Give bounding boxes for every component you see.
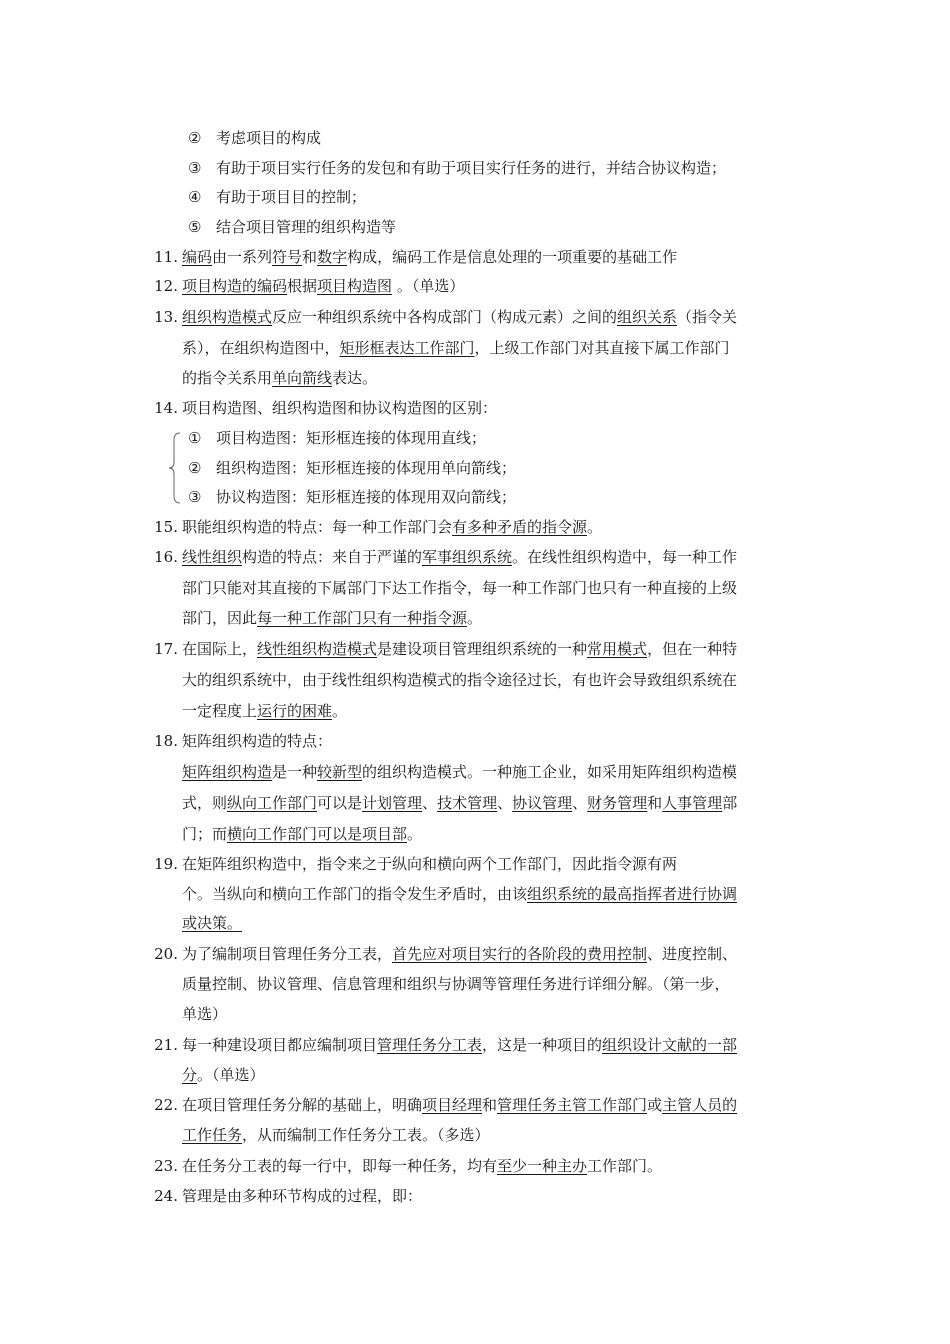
- item-text: 单选）: [182, 1005, 228, 1023]
- underlined-term: 计划管理: [362, 794, 423, 812]
- item-text: 式，则纵向工作部门可以是计划管理、技术管理、协议管理、财务管理和人事管理部: [182, 794, 738, 812]
- underlined-term: 线性组织: [182, 548, 243, 566]
- item-text: 在项目管理任务分解的基础上，明确项目经理和管理任务主管工作部门或主管人员的: [182, 1096, 738, 1114]
- sub-item-text: 有助于项目目的控制；: [216, 188, 367, 206]
- underlined-term: 项目经理: [422, 1096, 483, 1114]
- sub-item-marker: ③: [188, 488, 202, 506]
- item-text: 为了编制项目管理任务分工表，首先应对项目实行的各阶段的费用控制、进度控制、: [182, 945, 738, 963]
- item-text: 工作任务，从而编制工作任务分工表。（多选）: [182, 1126, 490, 1144]
- underlined-term: 较新型: [317, 763, 363, 781]
- underlined-term: 组织关系: [617, 308, 678, 326]
- underlined-term: 技术管理: [437, 794, 498, 812]
- sub-item-text: 组织构造图：矩形框连接的体现用单向箭线；: [216, 459, 517, 477]
- underlined-term: 组织构造模式: [182, 308, 273, 326]
- item-text: 一定程度上运行的困难。: [182, 702, 348, 720]
- item-text: 个。当纵向和横向工作部门的指令发生矛盾时，由该组织系统的最高指挥者进行协调: [182, 885, 738, 903]
- underlined-term: 至少一种主办: [497, 1157, 588, 1175]
- item-number: 12.: [154, 277, 178, 295]
- sub-item-text: 结合项目管理的组织构造等: [216, 218, 397, 236]
- underlined-term: 矩形框表达工作部门: [339, 339, 475, 357]
- item-number: 15.: [154, 518, 178, 536]
- sub-item-marker: ②: [188, 129, 202, 147]
- underlined-term: 组织设计文献的一部: [602, 1036, 738, 1054]
- item-text: 职能组织构造的特点：每一种工作部门会有多种矛盾的指令源。: [182, 518, 603, 536]
- item-text: 大的组织系统中，由于线性组织构造模式的指令途径过长，有也许会导致组织系统在: [182, 671, 738, 689]
- underlined-term: 军事组织系统: [422, 548, 513, 566]
- item-text: 每一种建设项目都应编制项目管理任务分工表，这是一种项目的组织设计文献的一部: [182, 1036, 738, 1054]
- item-text: 的指令关系用单向箭线表达。: [182, 369, 378, 387]
- sub-item-marker: ④: [188, 188, 202, 206]
- item-number: 21.: [154, 1036, 178, 1054]
- item-text: 组织构造模式反应一种组织系统中各构成部门（构成元素）之间的组织关系（指令关: [182, 308, 738, 326]
- underlined-term: 组织系统的最高指挥者进行协调: [527, 885, 738, 903]
- sub-item-marker: ②: [188, 459, 202, 477]
- brace-icon: [168, 432, 182, 504]
- underlined-term: 线性组织构造模式: [257, 640, 378, 658]
- item-number: 13.: [154, 308, 178, 326]
- underlined-term: 横向工作部门可以是项目部: [227, 825, 408, 843]
- sub-item-text: 项目构造图：矩形框连接的体现用直线；: [216, 429, 487, 447]
- item-text: 项目构造的编码根据项目构造图 。（单选）: [182, 277, 465, 295]
- underlined-term: 或决策。: [182, 914, 243, 932]
- sub-item-text: 协议构造图：矩形框连接的体现用双向箭线；: [216, 488, 517, 506]
- sub-item-marker: ③: [188, 159, 202, 177]
- item-text: 编码由一系列符号和数字构成，编码工作是信息处理的一项重要的基础工作: [182, 248, 678, 266]
- item-text: 系），在组织构造图中，矩形框表达工作部门，上级工作部门对其直接下属工作部门: [182, 339, 730, 357]
- sub-item-text: 有助于项目实行任务的发包和有助于项目实行任务的进行，并结合协议构造；: [216, 159, 727, 177]
- underlined-term: 编码: [182, 248, 213, 266]
- underlined-term: 常用模式: [587, 640, 648, 658]
- underlined-term: 每一种工作部门只有一种指令源: [257, 609, 468, 627]
- item-number: 23.: [154, 1157, 178, 1175]
- item-text: [182, 913, 242, 933]
- item-number: 22.: [154, 1096, 178, 1114]
- underlined-term: 矩阵组织构造: [182, 763, 273, 781]
- sub-item-marker: ①: [188, 429, 202, 447]
- item-number: 19.: [154, 855, 178, 873]
- underlined-term: 分: [182, 1066, 198, 1084]
- underlined-term: 人事管理: [662, 794, 723, 812]
- item-text: 部门只能对其直接的下属部门下达工作指令，每一种工作部门也只有一种直接的上级: [182, 579, 738, 597]
- underlined-term: 主管人员的: [662, 1096, 738, 1114]
- item-text: 质量控制、协议管理、信息管理和组织与协调等管理任务进行详细分解。（第一步，: [182, 975, 730, 993]
- item-text: 在任务分工表的每一行中，即每一种任务，均有至少一种主办工作部门。: [182, 1157, 663, 1175]
- underlined-term: 协议管理: [512, 794, 573, 812]
- item-text: 矩阵组织构造的特点：: [182, 732, 333, 750]
- underlined-term: 项目构造图: [317, 277, 393, 295]
- underlined-term: 运行的困难: [257, 702, 333, 720]
- item-number: 24.: [154, 1187, 178, 1205]
- item-text: 部门，因此每一种工作部门只有一种指令源。: [182, 609, 483, 627]
- underlined-term: 纵向工作部门: [227, 794, 318, 812]
- underlined-term: 有多种矛盾的指令源: [452, 518, 588, 536]
- item-text: 在国际上，线性组织构造模式是建设项目管理组织系统的一种常用模式，但在一种特: [182, 640, 738, 658]
- underlined-term: 项目构造的编码: [182, 277, 288, 295]
- item-number: 14.: [154, 399, 178, 417]
- item-text: 管理是由多种环节构成的过程，即：: [182, 1187, 423, 1205]
- item-number: 17.: [154, 640, 178, 658]
- underlined-term: 数字: [317, 248, 348, 266]
- item-number: 11.: [154, 248, 178, 266]
- underlined-term: 符号: [272, 248, 303, 266]
- item-text: 在矩阵组织构造中，指令来之于纵向和横向两个工作部门，因此指令源有两: [182, 855, 678, 873]
- underlined-term: 管理任务主管工作部门: [497, 1096, 648, 1114]
- underlined-term: 首先应对项目实行的各阶段的费用控制: [392, 945, 648, 963]
- underlined-term: 工作任务: [182, 1126, 243, 1144]
- item-text: 分。（单选）: [182, 1066, 265, 1084]
- item-text: 项目构造图、组织构造图和协议构造图的区别：: [182, 399, 498, 417]
- underlined-term: 管理任务分工表: [377, 1036, 483, 1054]
- underlined-term: 单向箭线: [272, 369, 333, 387]
- item-number: 16.: [154, 548, 178, 566]
- sub-item-text: 考虑项目的构成: [216, 129, 322, 147]
- underlined-term: 财务管理: [587, 794, 648, 812]
- item-text: 矩阵组织构造是一种较新型的组织构造模式。一种施工企业，如采用矩阵组织构造模: [182, 763, 738, 781]
- item-number: 18.: [154, 732, 178, 750]
- item-number: 20.: [154, 945, 178, 963]
- sub-item-marker: ⑤: [188, 218, 202, 236]
- item-text: 门；而横向工作部门可以是项目部。: [182, 825, 423, 843]
- item-text: 线性组织构造的特点：来自于严谨的军事组织系统。在线性组织构造中，每一种工作: [182, 548, 738, 566]
